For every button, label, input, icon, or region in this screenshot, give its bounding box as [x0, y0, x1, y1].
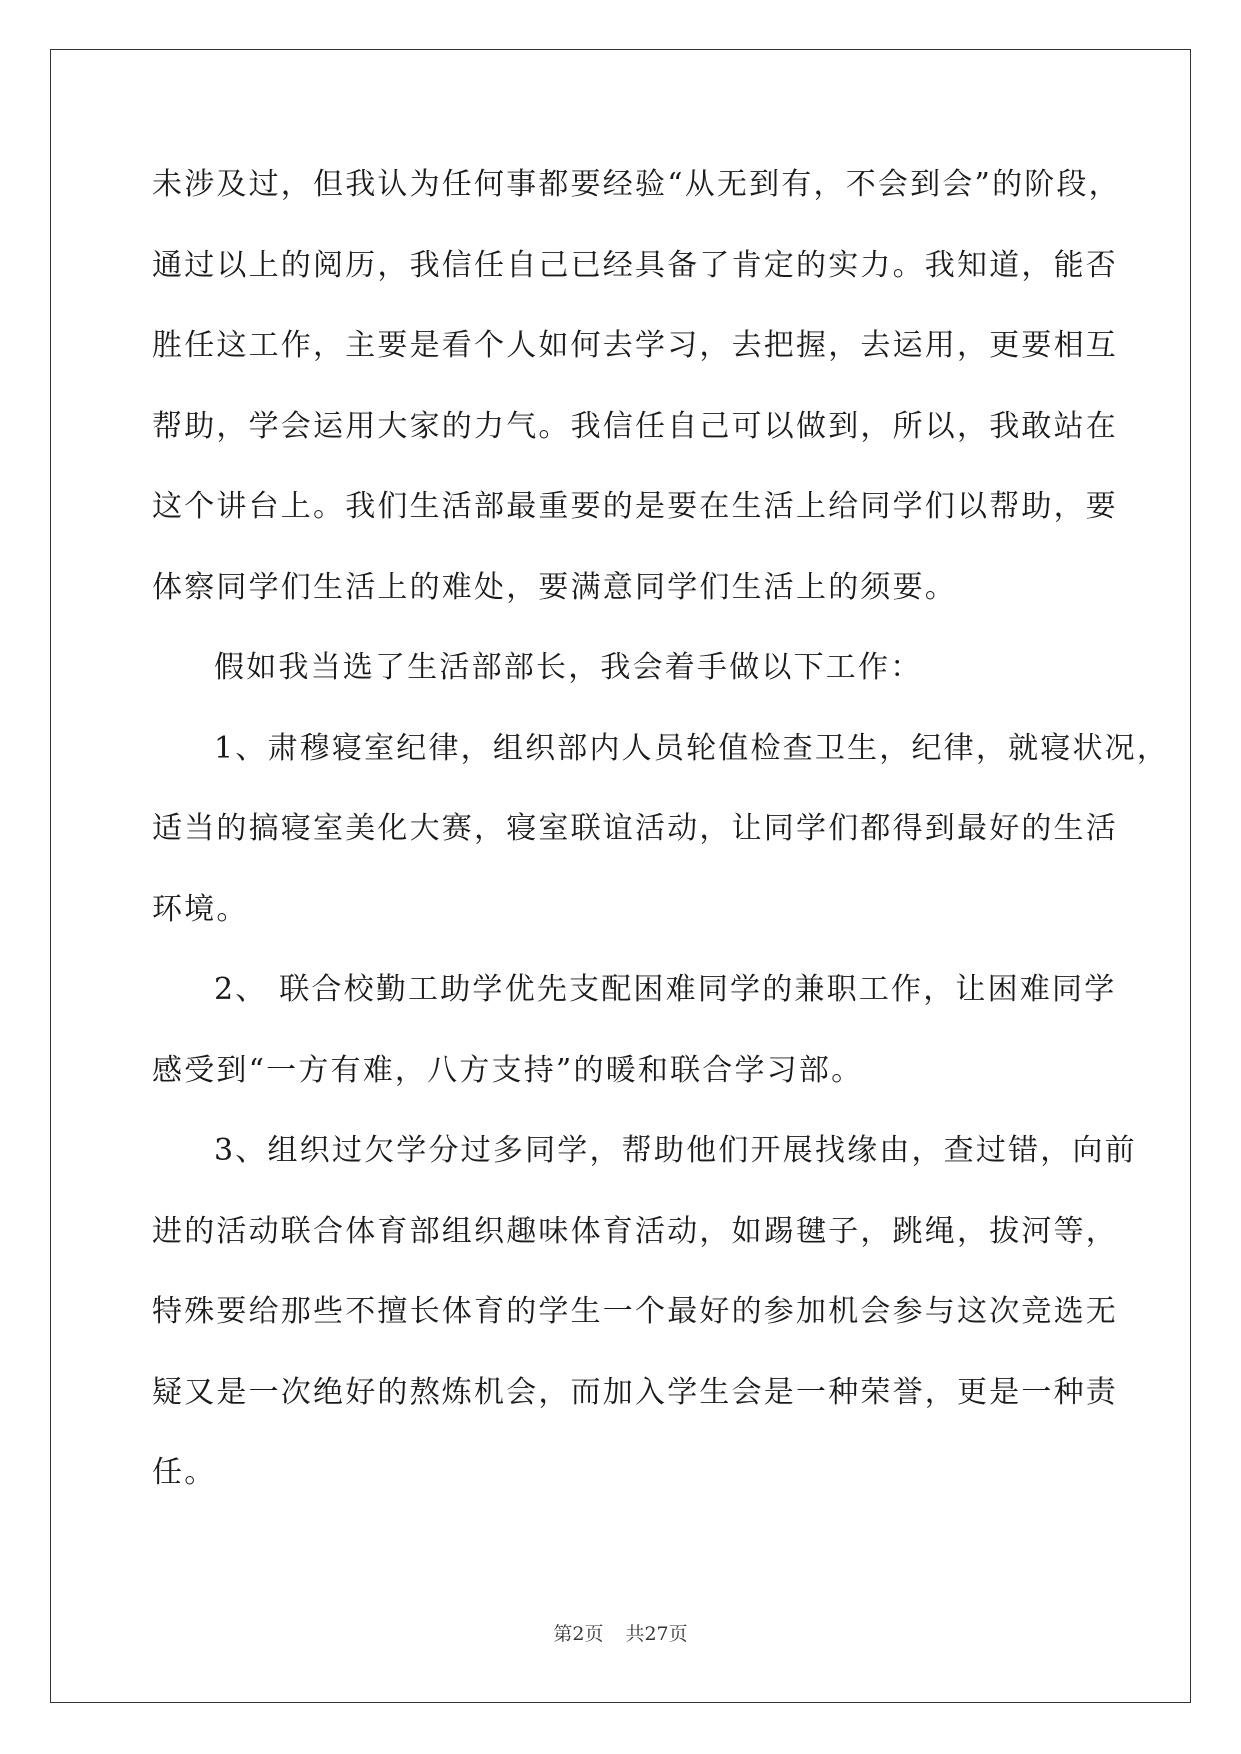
text-line: 适当的搞寝室美化大赛，寝室联谊活动，让同学们都得到最好的生活	[152, 811, 1118, 846]
list-item-3-line: 3、组织过欠学分过多同学，帮助他们开展找缘由，查过错，向前	[214, 1133, 1137, 1168]
text-line: 帮助，学会运用大家的力气。我信任自己可以做到，所以，我敢站在	[152, 408, 1118, 444]
text-line: 任。	[152, 1455, 217, 1490]
list-item-1-line: 1、肃穆寝室纪律，组织部内人员轮值检查卫生，纪律，就寝状况，	[214, 730, 1170, 766]
text-line: 体察同学们生活上的难处，要满意同学们生活上的须要。	[152, 569, 957, 605]
total-pages: 共27页	[625, 1623, 688, 1645]
text-line: 特殊要给那些不擅长体育的学生一个最好的参加机会参与这次竞选无	[152, 1294, 1118, 1329]
list-item-2-line: 2、 联合校勤工助学优先支配困难同学的兼职工作，让困难同学	[214, 972, 1117, 1007]
text-line: 未涉及过，但我认为任何事都要经验“从无到有，不会到会”的阶段，	[152, 167, 1121, 202]
page-footer	[0, 1622, 1241, 1646]
document-body	[152, 160, 1170, 1529]
text-line: 胜任这工作，主要是看个人如何去学习，去把握，去运用，更要相互	[152, 328, 1118, 363]
page-number: 第2页	[553, 1623, 604, 1645]
text-line: 疑又是一次绝好的熬炼机会，而加入学生会是一种荣誉，更是一种责	[152, 1374, 1118, 1410]
text-line: 这个讲台上。我们生活部最重要的是要在生活上给同学们以帮助，要	[152, 489, 1118, 524]
text-line: 通过以上的阅历，我信任自己已经具备了肯定的实力。我知道，能否	[152, 247, 1118, 283]
text-line: 进的活动联合体育部组织趣味体育活动，如踢毽子，跳绳，拔河等，	[152, 1213, 1118, 1249]
text-line: 感受到“一方有难，八方支持”的暖和联合学习部。	[152, 1052, 864, 1088]
paragraph-start-line: 假如我当选了生活部部长，我会着手做以下工作：	[214, 650, 923, 685]
text-line: 环境。	[152, 891, 249, 927]
